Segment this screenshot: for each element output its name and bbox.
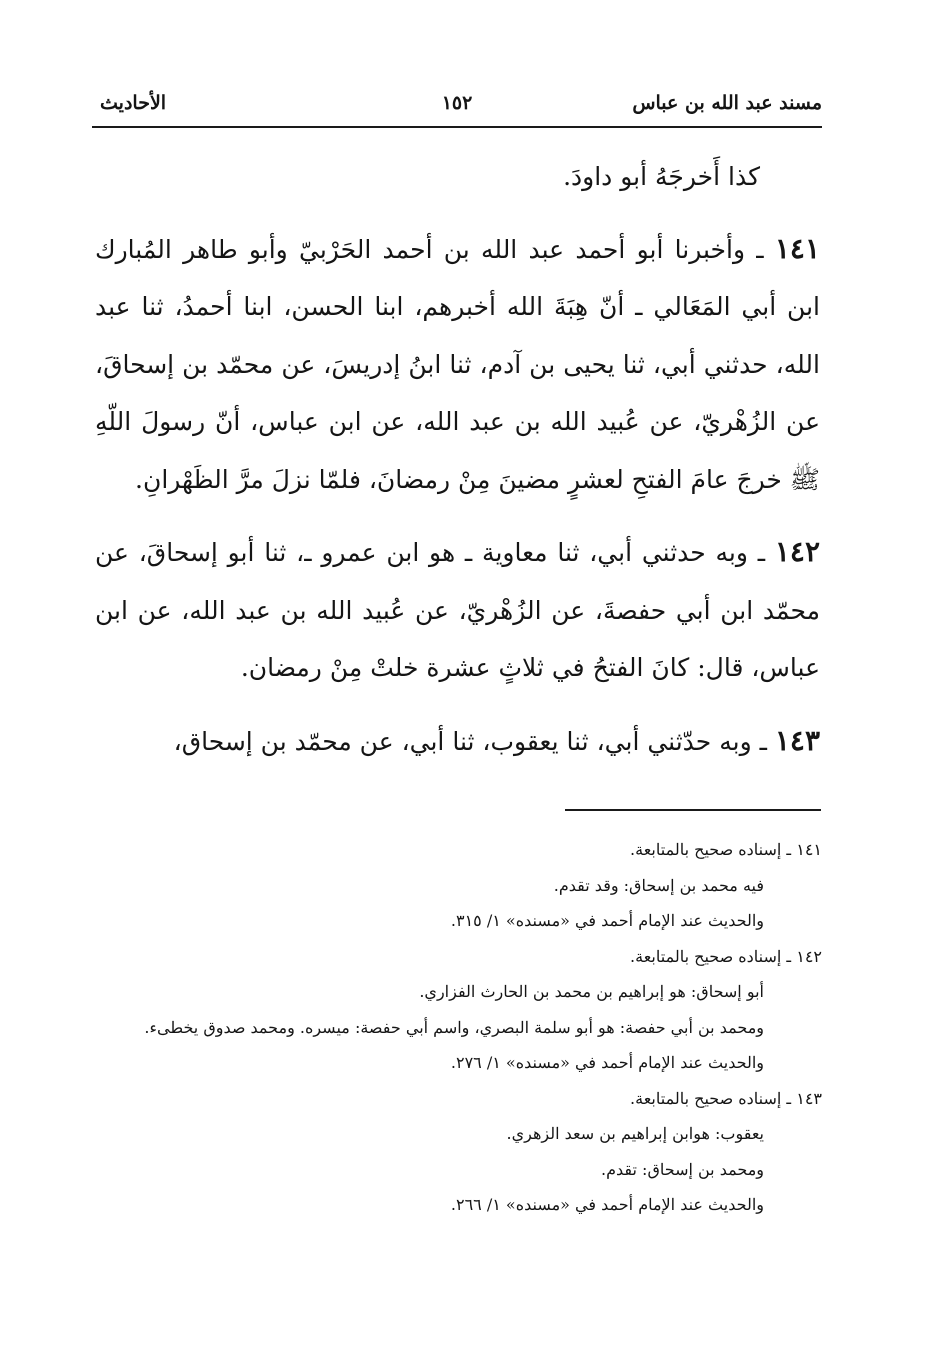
hadith-text: ـ وبه حدّثني أبي، ثنا يعقوب، ثنا أبي، عن محمّد بن إسحاق، (173, 726, 767, 756)
footnote-number: ١٤٣ (796, 1088, 822, 1108)
opening-line: كذا أَخرجَهُ أبو داودَ. (563, 162, 760, 191)
footnote-number: ١٤١ (796, 840, 822, 859)
footnotes (100, 832, 822, 1223)
footnote-line: أبو إسحاق: هو إبراهيم بن محمد بن الحارث الفزاري. (419, 982, 764, 1001)
footnote-grade: ـ إسناده صحيح بالمتابعة. (630, 946, 792, 966)
footnote-line: والحديث عند الإمام أحمد في «مسنده» ١/ ٢٦٦. (450, 1195, 764, 1214)
footnote-line: يعقوب: هوابن إبراهيم بن سعد الزهري. (506, 1124, 764, 1143)
page-header (92, 86, 822, 128)
hadith-141 (95, 220, 820, 509)
hadith-number: ١٤١ (774, 231, 820, 265)
hadith-143 (95, 712, 820, 771)
footnote-heading (100, 832, 822, 868)
hadith-text: ـ وأخبرنا أبو أحمد عبد الله بن أحمد الحَرْبيّ وأبو طاهر المُبارك ابن أبي المَعَالي ـ أنّ هِبَةَ الله أخبرهم، ابنا الحسن، ابنا أحمدُ، ثنا عبد الله، حدثني أبي، ثنا يحيى بن آدم، ثنا ابنُ إدريسَ، عن محمّد بن إسحاقَ، عن الزُهْريّ، عن عُبيد الله بن عبد الله، عن ابن عباس، أنّ رسولَ اللّهِ ﷺ خرجَ عامَ الفتحِ لعشرٍ مضينَ مِنْ رمضانَ، فلمّا نزلَ مرَّ الظَهْرانِ. (95, 234, 820, 494)
footnote-number: ١٤٢ (796, 946, 822, 966)
hadith-number: ١٤٣ (774, 723, 820, 757)
hadith-142 (95, 523, 820, 697)
footnote-separator (565, 809, 821, 811)
book-title: مسند عبد الله بن عباس (632, 92, 822, 114)
footnote-heading (100, 939, 822, 975)
footnote-line: ومحمد بن إسحاق: تقدم. (601, 1159, 764, 1179)
footnote-grade: ـ إسناده صحيح بالمتابعة. (630, 840, 792, 859)
section-title: الأحاديث (100, 92, 167, 114)
footnote-line: ومحمد بن أبي حفصة: هو أبو سلمة البصري، واسم أبي حفصة: ميسره. ومحمد صدوق يخطىء. (144, 1017, 764, 1037)
hadith-text: ـ وبه حدثني أبي، ثنا معاوية ـ هو ابن عمرو ـ، ثنا أبو إسحاقَ، عن محمّد ابن أبي حفصةَ، عن الزُهْريّ، عن عُبيد الله بن عبد الله، عن ابن عباس، قال: كانَ الفتحُ في ثلاثٍ عشرة خلتْ مِنْ رمضان. (95, 538, 821, 682)
footnote-heading (100, 1081, 822, 1117)
hadith-number: ١٤٢ (774, 535, 820, 568)
page-number: ١٥٢ (441, 92, 473, 114)
footnote-line: والحديث عند الإمام أحمد في «مسنده» ١/ ٣١٥. (450, 911, 764, 930)
main-text (95, 148, 820, 785)
footnote-line: والحديث عند الإمام أحمد في «مسنده» ١/ ٢٧٦. (450, 1053, 764, 1072)
footnote-grade: ـ إسناده صحيح بالمتابعة. (630, 1088, 792, 1108)
footnote-line: فيه محمد بن إسحاق: وقد تقدم. (553, 875, 764, 895)
